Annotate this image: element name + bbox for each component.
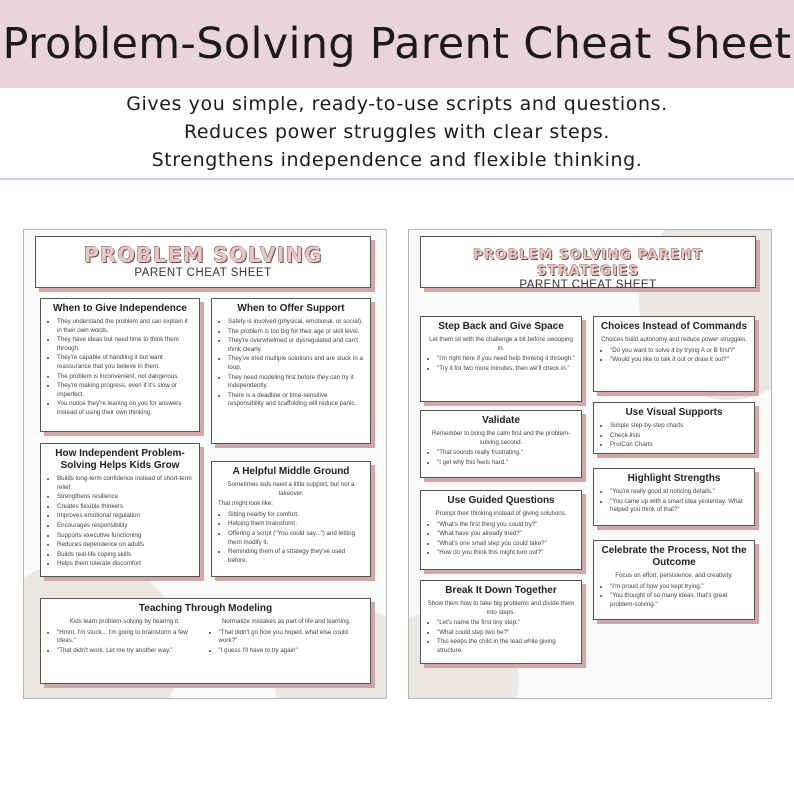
list-item: • "Hmm, I'm stuck... I'm going to brainstorm a few ideas."	[57, 629, 203, 646]
list-item: • Encourages responsibility	[57, 522, 193, 531]
benefit-line: Gives you simple, ready-to-use scripts and questions.	[126, 93, 668, 115]
card-heading: Highlight Strengths	[627, 473, 721, 484]
list-item: • Supports executive functioning	[57, 532, 193, 541]
list-item: • Reminding them of a strategy they've used before.	[228, 548, 364, 565]
list-item: • There is a deadline or time-sensitive responsibility and scaffolding will reduce panic.	[228, 392, 364, 409]
card-use-visual-supports	[593, 402, 755, 454]
card-intro: Choices build autonomy and reduce power struggles.	[601, 336, 747, 343]
card-heading: When to Give Independence	[53, 303, 187, 314]
card-intro: Focus on effort, persistence, and creativity.	[615, 572, 733, 579]
card-break-it-down-together	[420, 580, 582, 664]
list-item: • Improves emotional regulation	[57, 512, 193, 521]
list-item: • "That sounds really frustrating."	[437, 449, 575, 458]
list-item: • Builds long-term confidence instead of short-term relief	[57, 475, 193, 492]
card-validate	[420, 410, 582, 478]
list-item: • "I'm proud of how you kept trying."	[610, 583, 748, 592]
list-item: • They're making progress, even if it's slow or imperfect.	[57, 382, 193, 399]
card-helpful-middle-ground	[211, 461, 371, 577]
card-intro: Kids learn problem-solving by hearing it.	[69, 618, 180, 625]
page-title: PROBLEM SOLVING PARENT STRATEGIES	[473, 247, 703, 279]
page-preview-cheat-sheet	[23, 229, 387, 699]
card-intro: Prompt their thinking instead of giving solutions.	[435, 510, 567, 517]
page-preview-strategies	[408, 229, 772, 699]
card-when-to-give-independence	[40, 298, 200, 432]
list-item: • "Try it for two more minutes, then we'll check in."	[437, 365, 575, 374]
card-heading: Validate	[482, 415, 520, 426]
list-item: • Check-lists	[610, 432, 748, 441]
card-intro: Let them sit with the challenge a bit before swooping in.	[429, 336, 573, 352]
page-subtitle: PARENT CHEAT SHEET	[519, 279, 657, 291]
list-item: • "What could step two be?"	[437, 629, 575, 638]
list-item: • Offering a script ("You could say...") and letting them modify it.	[228, 530, 364, 547]
card-heading: Use Guided Questions	[447, 495, 555, 506]
benefit-line: Strengthens independence and flexible thinking.	[151, 149, 643, 171]
list-item: • Strengthens resilience	[57, 493, 193, 502]
card-heading: Teaching Through Modeling	[138, 603, 273, 614]
benefits-list	[0, 90, 794, 174]
card-heading: A Helpful Middle Ground	[232, 466, 350, 477]
list-item: • Reduces dependence on adults	[57, 541, 193, 550]
card-heading: When to Offer Support	[237, 303, 345, 314]
list-item: • Simple step-by-step charts	[610, 422, 748, 431]
list-item: • Safety is involved (physical, emotional, or social).	[228, 318, 364, 327]
list-item: • Builds real-life coping skills	[57, 551, 193, 560]
list-item: • They've tried multiple solutions and are stuck in a loop.	[228, 355, 364, 372]
list-item: • "What's the first thing you could try?"	[437, 521, 575, 530]
page-subtitle: PARENT CHEAT SHEET	[134, 267, 272, 279]
list-item: • The problem is too big for their age or skill level.	[228, 328, 364, 337]
list-item: • They understand the problem and can explain it in their own words.	[57, 318, 193, 335]
card-teaching-through-modeling	[40, 598, 371, 684]
page-title-card	[35, 236, 371, 288]
list-item: • "Let's name the first tiny step."	[437, 619, 575, 628]
card-heading: Celebrate the Process, Not the Outcome	[601, 545, 747, 568]
list-item: • "I'm right here if you need help thinking it through."	[437, 355, 575, 364]
list-item: • "I guess I'll have to try again"	[219, 647, 365, 656]
list-item: • "You came up with a smart idea yesterday. What helped you think of that?"	[610, 498, 748, 515]
card-choices-instead-of-commands	[593, 316, 755, 392]
card-intro: Sometimes kids need a little support, but not a takeover.	[227, 481, 355, 497]
benefit-line: Reduces power struggles with clear steps.	[183, 121, 611, 143]
list-item: • "You thought of so many ideas, that's great problem-solving."	[610, 592, 748, 609]
list-item: • "What's one small step you could take?"	[437, 540, 575, 549]
banner-title: Problem-Solving Parent Cheat Sheet	[2, 19, 792, 69]
card-heading: How Independent Problem-Solving Helps Kids Grow	[55, 448, 185, 471]
card-heading: Break It Down Together	[445, 585, 557, 596]
list-item: • Pro/Con Charts	[610, 441, 748, 450]
list-item: • They're overwhelmed or dysregulated and can't think clearly.	[228, 337, 364, 354]
list-item: • "I get why this feels hard."	[437, 459, 575, 468]
list-item: • Sitting nearby for comfort.	[228, 511, 364, 520]
card-intro: Normalize mistakes as part of life and learning.	[221, 618, 351, 625]
list-item: • "Do you want to solve it by trying A or B first?"	[610, 347, 748, 356]
card-step-back	[420, 316, 582, 402]
header-banner	[0, 0, 794, 88]
list-item: • "Would you like to talk it out or draw it out?"	[610, 356, 748, 365]
list-item: • Helping them brainstorm.	[228, 520, 364, 529]
card-intro: Show them how to take big problems and divide them into steps.	[427, 600, 575, 616]
list-item: • They have ideas but need time to think them through.	[57, 336, 193, 353]
list-item: • The problem is inconvenient, not dangerous.	[57, 373, 193, 382]
card-heading: Step Back and Give Space	[438, 321, 564, 332]
list-item: • "That didn't work. Let me try another way."	[57, 647, 203, 656]
card-heading: Use Visual Supports	[625, 407, 723, 418]
list-item: • "How do you think this might turn out?"	[437, 549, 575, 558]
card-note: That might look like:	[218, 500, 274, 508]
list-item: • This keeps the child in the lead while giving structure.	[437, 638, 575, 655]
page-title: PROBLEM SOLVING	[83, 243, 323, 267]
list-item: • Creates flexible thinkers	[57, 503, 193, 512]
card-heading: Choices Instead of Commands	[600, 321, 748, 332]
list-item: • They're capable of handling it but want reassurance that you believe in them.	[57, 354, 193, 371]
card-highlight-strengths	[593, 468, 755, 526]
list-item: • "That didn't go how you hoped, what else could work?"	[219, 629, 365, 646]
card-use-guided-questions	[420, 490, 582, 570]
list-item: • They need modeling first before they can try it independently.	[228, 374, 364, 391]
page-title-card	[420, 236, 756, 291]
card-intro: Remember to bring the calm first and the problem-solving second.	[431, 430, 571, 446]
card-celebrate-the-process	[593, 540, 755, 620]
list-item: • Helps them tolerate discomfort	[57, 560, 193, 569]
list-item: • "What have you already tried?"	[437, 530, 575, 539]
card-how-independence-helps	[40, 443, 200, 577]
list-item: • You notice they're leaning on you for answers instead of using their own thinking.	[57, 400, 193, 417]
list-item: • "You're really good at noticing details."	[610, 488, 748, 497]
divider	[0, 178, 794, 180]
card-when-to-offer-support	[211, 298, 371, 444]
